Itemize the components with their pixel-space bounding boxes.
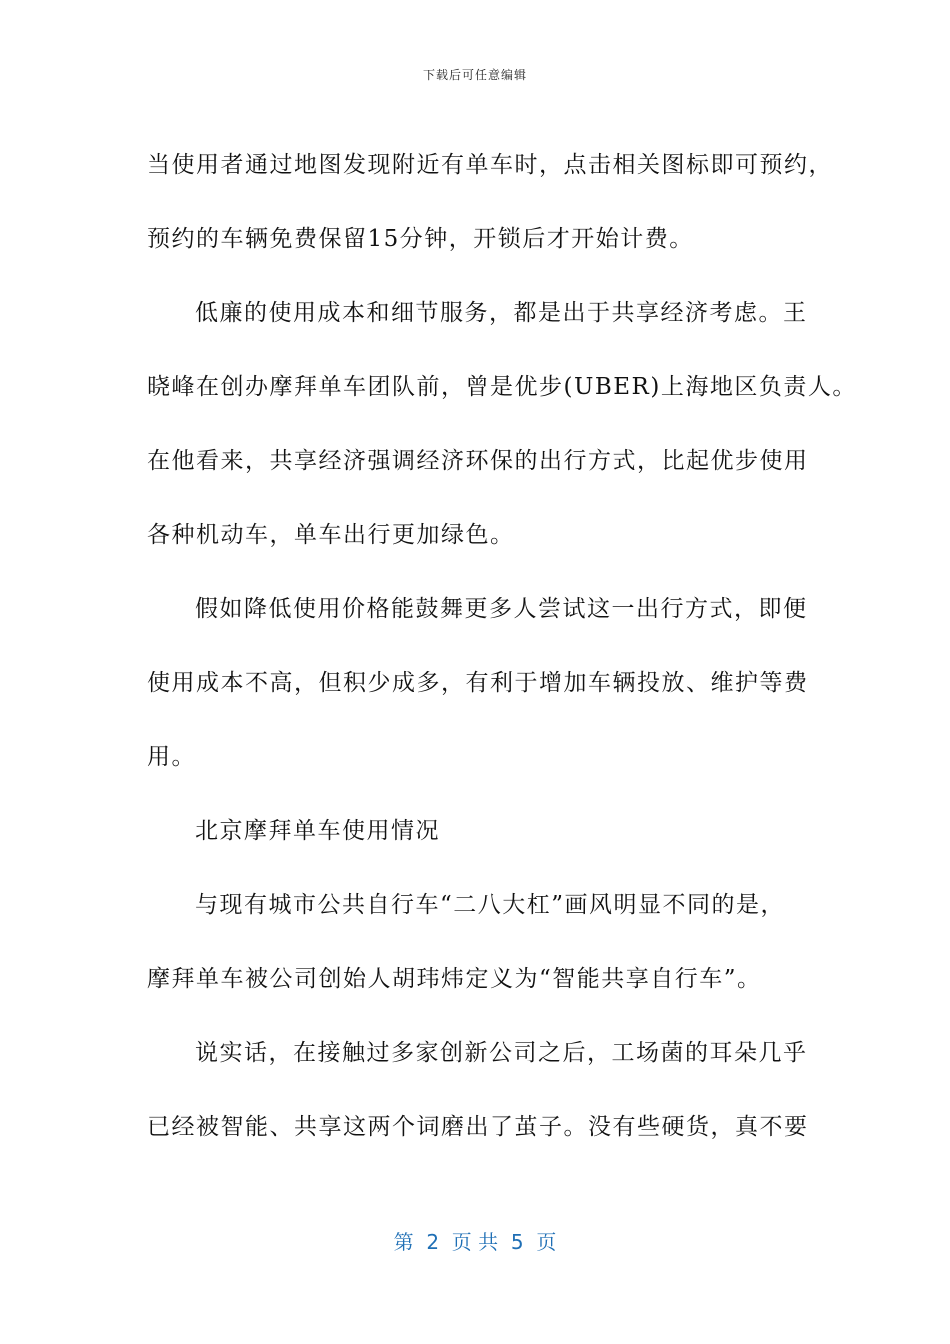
text-line: 预约的车辆免费保留15分钟，开锁后才开始计费。	[147, 226, 694, 252]
text-line: 假如降低使用价格能鼓舞更多人尝试这一出行方式，即便	[195, 596, 808, 622]
text-line: 用。	[147, 744, 196, 770]
text-line: 低廉的使用成本和细节服务，都是出于共享经济考虑。王	[195, 300, 808, 326]
page-number-label: 第 2 页 共 5 页	[393, 1230, 557, 1254]
text-line: 当使用者通过地图发现附近有单车时，点击相关图标即可预约，	[147, 152, 833, 178]
header-note: 下载后可任意编辑	[422, 68, 527, 82]
text-line: 使用成本不高，但积少成多，有利于增加车辆投放、维护等费	[147, 670, 809, 696]
section-heading: 北京摩拜单车使用情况	[195, 818, 440, 844]
text-line: 已经被智能、共享这两个词磨出了茧子。没有些硬货，真不要	[147, 1114, 809, 1140]
text-line: 与现有城市公共自行车“二八大杠”画风明显不同的是，	[195, 892, 786, 918]
text-line: 摩拜单车被公司创始人胡玮炜定义为“智能共享自行车”。	[147, 966, 762, 992]
text-line: 各种机动车，单车出行更加绿色。	[147, 522, 515, 548]
body-text	[147, 128, 857, 1164]
text-line: 说实话，在接触过多家创新公司之后，工场菌的耳朵几乎	[195, 1040, 808, 1066]
text-line: 晓峰在创办摩拜单车团队前，曾是优步(UBER)上海地区负责人。	[147, 374, 857, 400]
text-line: 在他看来，共享经济强调经济环保的出行方式，比起优步使用	[147, 448, 809, 474]
page-number-footer	[0, 1226, 950, 1255]
